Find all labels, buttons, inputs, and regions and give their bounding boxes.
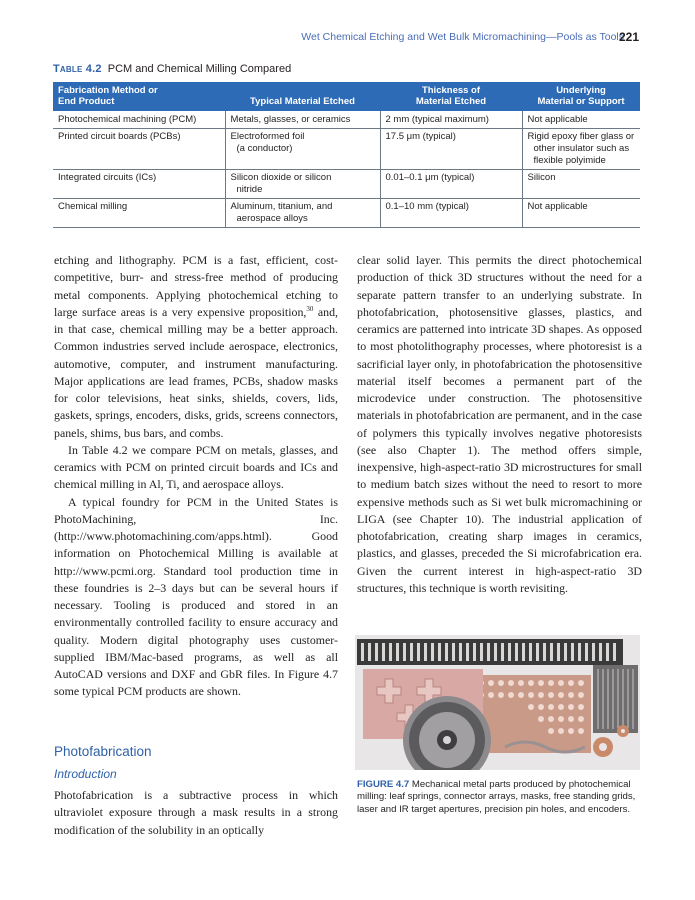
subsection-heading: Introduction [54, 767, 117, 781]
table-cell: Electroformed foil (a conductor) [225, 129, 380, 170]
pcm-parts-illustration [355, 635, 640, 770]
figure-photo [355, 635, 640, 770]
running-title: Wet Chemical Etching and Wet Bulk Micromachining—Pools as Tools [301, 31, 624, 43]
page-number: 221 [618, 30, 639, 44]
table-cell: Rigid epoxy fiber glass or other insulator such as flexible polyimide [522, 129, 640, 170]
table-cell: Photochemical machining (PCM) [53, 111, 225, 129]
table-row [53, 111, 640, 129]
header-cell: Underlying Material or Support [522, 82, 640, 111]
table-caption [53, 63, 291, 75]
paragraph: A typical foundry for PCM in the United States is PhotoMachining, Inc. (http://www.photomachining.com/apps.html). Good information on Photochemical Milling is available at http://www.pcmi.org. Standard tool production time in these foundries is 2–3 days but can be several hours if necessary. Tooling is produced and stored in an environmentally controlled facility to ensure accuracy and quality. Modern digital photography uses customer-supplied IBM/Mac-based programs, as well as all AutoCAD versions and DXF and GbR files. In Figure 4.7 some typical PCM products are shown. [54, 494, 338, 699]
table-title: PCM and Chemical Milling Compared [107, 63, 292, 75]
table-row [53, 129, 640, 170]
header-cell: Typical Material Etched [225, 82, 380, 111]
table-cell: Printed circuit boards (PCBs) [53, 129, 225, 170]
table-row [53, 199, 640, 228]
table-cell: Silicon dioxide or silicon nitride [225, 170, 380, 199]
figure-caption-text: Mechanical metal parts produced by photochemical milling: leaf springs, connector arrays, masks, free standing grids, laser and IR target apertures, precision pin holes, and encoders. [357, 779, 636, 815]
table-cell: Integrated circuits (ICs) [53, 170, 225, 199]
comparison-table [53, 82, 640, 228]
citation-superscript: 30 [306, 304, 314, 313]
table-cell: Not applicable [522, 111, 640, 129]
paragraph: Photofabrication is a subtractive process in which ultraviolet exposure through a mask results in a strong modification of the solubility in an optically [54, 788, 338, 837]
figure-caption [357, 779, 642, 816]
right-column [357, 252, 642, 597]
table-cell: Metals, glasses, or ceramics [225, 111, 380, 129]
figure-label: FIGURE 4.7 [357, 779, 410, 790]
table-label: Table 4.2 [53, 63, 102, 75]
table-header-row [53, 82, 640, 111]
table-cell: Silicon [522, 170, 640, 199]
table-cell: 2 mm (typical maximum) [380, 111, 522, 129]
table-row [53, 170, 640, 199]
section-heading: Photofabrication [54, 744, 152, 759]
table-cell: Not applicable [522, 199, 640, 228]
table-cell: 0.1–10 mm (typical) [380, 199, 522, 228]
running-header [0, 30, 639, 44]
table-cell: Chemical milling [53, 199, 225, 228]
paragraph: In Table 4.2 we compare PCM on metals, glasses, and ceramics with PCM on printed circuit boards and ICs and chemical milling in Al, Ti, and aerospace alloys. [54, 442, 338, 492]
table-cell: 0.01–0.1 μm (typical) [380, 170, 522, 199]
paragraph: clear solid layer. This permits the direct photochemical production of thick 3D structures without the need for a separate pattern transfer to an underlying substrate. In photofabrication, photosensitive glasses, plastics, and ceramics are patterned into intricate 3D shapes. As opposed to most photolithography processes, where photoresist is a sacrificial layer only, in photofabrication the photosensitive material itself becomes a permanent part of the microdevice under construction. The photosensitive materials in photofabrication are permanent, and in the case of polymers this typically involves negative photoresists (see also Chapter 1). The method offers simple, inexpensive, high-aspect-ratio 3D microstructures for small to medium batch sizes without the need to resort to more expensive methods such as Si wet bulk micromachining or LIGA (see Chapter 10). The industrial application of photofabrication, creating sharp images in ceramics, plastics, and glasses, preceded the Si microfabrication era. Given the current interest in high-aspect-ratio 3D structures, this technique is worth revisiting. [357, 253, 642, 595]
table-cell: 17.5 μm (typical) [380, 129, 522, 170]
left-column [54, 252, 338, 701]
header-cell: Thickness of Material Etched [380, 82, 522, 111]
table-cell: Aluminum, titanium, and aerospace alloys [225, 199, 380, 228]
header-cell: Fabrication Method or End Product [53, 82, 225, 111]
paragraph: etching and lithography. PCM is a fast, efficient, cost-competitive, burr- and stress-free method of producing metal components. Applying photochemical etching to large surface areas is a very expensive proposition,$^{30}$ and, in that case, chemical milling may be a better approach. Common industries served include aerospace, electronics, automotive, computer, and instrument manufacturing. Major applications are lead frames, PCBs, shadow masks for color televisions, heat sinks, shields, covers, lids, gaskets, springs, encoders, disks, grids, screens connectors, panels, shims, bus bars, and combs. [54, 253, 338, 440]
section-body [54, 787, 338, 839]
